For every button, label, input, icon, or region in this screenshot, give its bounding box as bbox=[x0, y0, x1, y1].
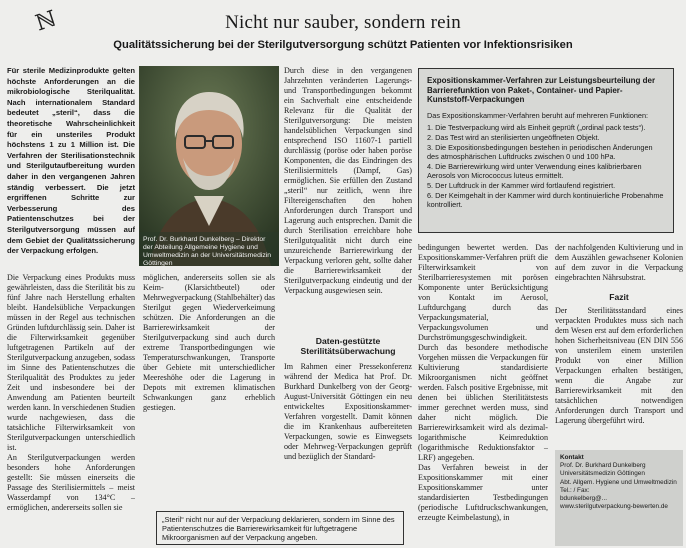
column-5-text: der nachfolgenden Kultivierung und in dem Auszählen gewachsener Kolonien auf dem zuvor in die Verpackung eingebrachten Nährsubstrat. bbox=[555, 243, 683, 282]
list-item: 3. Die Expositionsbedingungen bestehen in periodischen Änderungen des atmosphärischen Luftdrucks zwischen 0 und 100 hPa. bbox=[427, 142, 653, 161]
list-item: 1. Die Testverpackung wird als Einheit geprüft („ordinal pack tests“). bbox=[427, 122, 646, 132]
contact-label: Kontakt bbox=[560, 454, 584, 461]
info-box-list bbox=[427, 123, 665, 209]
lead-paragraph: Für sterile Medizinprodukte gelten höchste Anforderungen an die mikrobiologische Sterilqualität. Nach internationalem Standard bedeutet „steril“, dass die theoretische Wahrscheinlichkeit für ein unsteriles Produkt höchstens 1 zu 1 Million ist. Die Verfahren der Sterilisationstechnik und Sterilgutaufbereitung wurden daher in den vergangenen Jahren ständig verbessert. Die jetzt ergriffenen Schritte zur Verbesserung des Patientenschutzes bei der Sterilgutversorgung müssen auf dem Gebiet der Qualitätssicherung der Verpackung erfolgen. bbox=[7, 66, 135, 256]
contact-box bbox=[555, 450, 683, 546]
contact-line: Prof. Dr. Burkhard Dunkelberg bbox=[560, 462, 646, 470]
list-item: 5. Der Luftdruck in der Kammer wird fortlaufend registriert. bbox=[427, 180, 616, 190]
contact-line: Abt. Allgem. Hygiene und Umweltmedizin bbox=[560, 478, 677, 486]
column-3-lower-text: Im Rahmen einer Pressekonferenz während der Medica hat Prof. Dr. Burkhard Dunkelberg von der Georg-August-Universität Göttingen ein neu entwickeltes Expositionskammer-Verfahren vorgestellt. Damit können die im Krankenhaus aufbereiteten Verpackungen, sowie es Einwegsets oder Mehrweg-Verpackungen geprüft und bezüglich der Standard- bbox=[284, 362, 412, 461]
info-box-intro: Das Expositionskammer-Verfahren beruht auf mehreren Funktionen: bbox=[427, 110, 649, 120]
section-heading-data: Daten-gestützte Sterilitätsüberwachung bbox=[300, 336, 396, 356]
column-1-text: Die Verpackung eines Produkts muss gewährleisten, dass die Sterilität bis zu fünf Jahre nach Herstellung erhalten bleibt. Handelsübliche Verpackungen müssen in der Regel aus technischen Gründen luftdurchlässig sein. Daher ist die Filterwirksamkeit gegenüber luftgetragenen Partikeln auf der Sterilgutverpackung anzugeben, sodass im Sinne des Patientenschutzes die Sterilqualität des Produktes zu jeder Zeit und insbesondere bei der Anwendung am Patienten beurteilt werden kann. In verschiedenen Studien wurde nachgewiesen, dass die tatsächliche Filterwirksamkeit von Sterilgutverpackungen unterschiedlich ist. An Sterilgutverpackungen werden besonders hohe Anforderungen gestellt: Sie müssen einerseits die Passage des Sterilisiermittels – meist Wasserdampf von 134°C – ermöglichen, andererseits sollen sie bbox=[7, 273, 135, 512]
list-item: 6. Der Keimgehalt in der Kammer wird durch kontinuierliche Probenahme kontrolliert. bbox=[427, 190, 664, 209]
pull-quote: „Steril“ nicht nur auf der Verpackung deklarieren, sondern im Sinne des Patientenschutzes die Barrierewirksamkeit für luftgetragene Mikroorganismen auf der Verpackung angeben. bbox=[156, 511, 404, 545]
contact-line: Tel.: / Fax: bbox=[560, 486, 590, 494]
article-title: Nicht nur sauber, sondern rein bbox=[225, 12, 461, 33]
list-item: 4. Die Barrierewirkung wird unter Verwendung eines kalibrierbaren Aerosols von Micrococcus luteus ermittelt. bbox=[427, 161, 642, 180]
section-heading-fazit: Fazit bbox=[609, 292, 629, 302]
column-3-text: Durch diese in den vergangenen Jahrzehnten veränderten Lagerungs- und Transportbedingungen bekommt ein Sachverhalt eine entscheidende Relevanz für die Qualität der Sterilgutversorgung: Die meisten handelsüblichen Verpackungen sind entsprechend ISO 11607-1 partiell durchlässig (poröse oder haben poröse Komponenten, die das Eindringen des Sterilisiermittels (Dampf, Gas) ermöglichen. Sie erfüllen den Zustand „steril“ nur zeitlich, wenn ihre Filtereigenschaften den hohen Anforderungen durch Transport und Lagerung auch entsprechen. Damit die durch Sterilisation erreichbare hohe Sterilgutqualität nicht durch eine unzureichende Barrierewirkung der Verpackung verloren geht, sollte daher die Barrierewirksamkeit der Sterilgutverpackung eindeutig und der Verpackung ausgewiesen sein. bbox=[284, 66, 412, 295]
info-box bbox=[418, 68, 674, 233]
info-box-title: Expositionskammer-Verfahren zur Leistungsbeurteilung der Barrierefunktion von Paket-, Container- und Papier-Kunststoff-Verpackungen bbox=[427, 76, 656, 105]
contact-line: Universitätsmedizin Göttingen bbox=[560, 470, 645, 478]
column-5-lower-text: Der Sterilitätsstandard eines verpackten Produktes muss sich nach dem Wesen erst auf dem erforderlichen hohen Sicherheitsniveau (EN DIN 556 von unsterilem einem unsterilen Produkt von einer Million Verpackungen erhalten bestätigen, wenn die Angabe zur Barrierewirksamkeit mit den tatsächlichen notwendigen Anforderungen durch Transport und Lagerung übergeführt wird. bbox=[555, 306, 683, 425]
contact-line: bdunkelberg@... bbox=[560, 495, 607, 503]
list-item: 2. Das Test wird an sterilisierten ungeöffneten Objekt. bbox=[427, 132, 600, 142]
article-subtitle: Qualitätssicherung bei der Sterilgutversorgung schützt Patienten vor Infektionsrisiken bbox=[113, 39, 573, 51]
column-4-text: bedingungen bewertet werden. Das Expositionskammer-Verfahren prüft die Filterwirksamkeit von Sterilbarrieresystemen mit porösen Komponente unter Berücksichtigung von Kontakt im Aerosol, Luftdurchgang durch das Verpackungsmaterial, Verpackungsvolumen und Durchströmungsgeschwindigkeit. Durch das besondere methodische Vorgehen müssen die Verpackungen für Kultivierung standardisierte Mikroorganismen nicht geöffnet werden. Falsch positive Ergebnisse, mit denen bei üblichen Sterilitätstests immer gerechnet werden muss, sind daher nicht möglich. Die Barrierewirksamkeit wird als dezimal-logarithmische Keimreduktion (logarithmische Reduktionsfaktor – LRF) angegeben. Das Verfahren beweist in der Expositionskammer mit einer Expositionskammer unter standardisierten Testbedingungen (periodische Luftdruckschwankungen, erzeugte Keimbelastung), in bbox=[418, 243, 548, 522]
column-2-text: möglichen, andererseits sollen sie als Keim- (Klarsichtbeutel) oder Mehrwegverpackung (Stahlbehälter) das Sterilgut gegen Wiederverkeimung schützen. Die Anforderungen an die Barrierewirksamkeit der Sterilgutverpackung sind auch durch extreme Transportbedingungen wie Temperaturschwankungen, Transporte über Gebiete mit unterschiedlicher Meereshöhe oder die Lagerung in Depots mit extremen klimatischen Schwankungen ganz erheblich gestiegen. bbox=[143, 273, 275, 412]
publication-logo-icon: ℕ bbox=[32, 5, 60, 36]
contact-link[interactable]: www.sterilgutverpackung-bewerten.de bbox=[560, 503, 668, 511]
photo-caption: Prof. Dr. Burkhard Dunkelberg – Direktor der Abteilung Allgemeine Hygiene und Umweltmedizin an der Universitätsmedizin Göttingen bbox=[143, 236, 272, 267]
